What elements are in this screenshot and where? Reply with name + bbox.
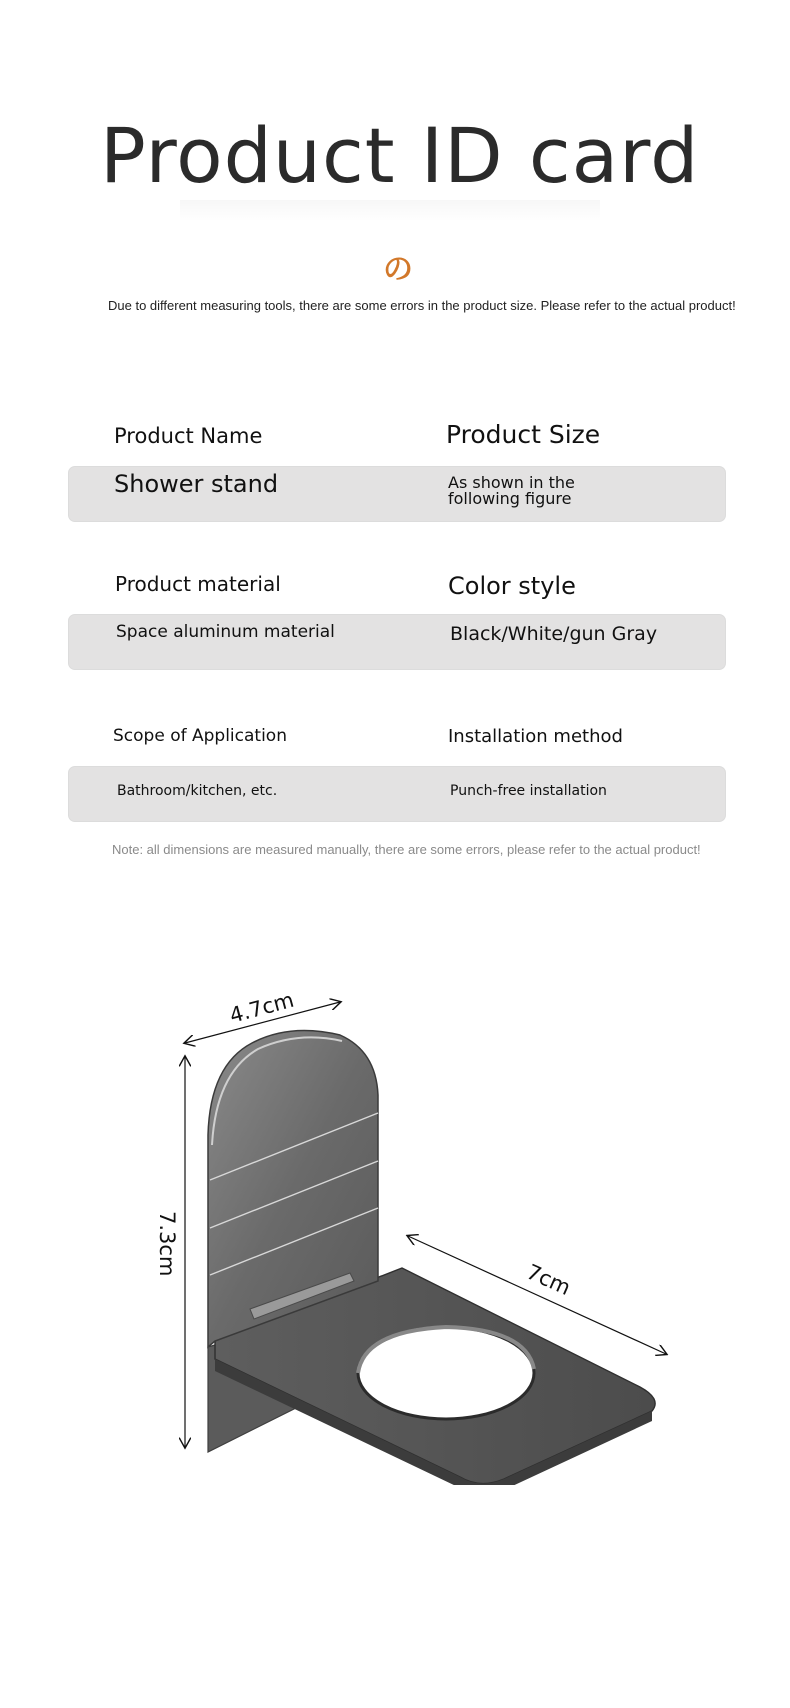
depth-dimension-label: 7cm (522, 1259, 575, 1301)
page-title: Product ID card (100, 111, 700, 200)
width-dimension-label: 4.7cm (227, 987, 297, 1028)
product-size-label: Product Size (446, 420, 601, 449)
orange-mark-icon: の (383, 252, 413, 287)
installation-method-label: Installation method (448, 726, 623, 747)
color-style-value: Black/White/gun Gray (450, 623, 658, 645)
product-size-value-line1: As shown in the (448, 473, 575, 492)
installation-method-value: Punch-free installation (450, 783, 607, 799)
measurement-note: Note: all dimensions are measured manually, there are some errors, please refer to the actual product! (112, 842, 701, 857)
color-style-label: Color style (448, 572, 576, 600)
shower-stand-figure (140, 985, 680, 1485)
height-dimension-label: 7.3cm (155, 1211, 179, 1277)
product-size-value-line2: following figure (448, 489, 572, 508)
product-name-label: Product Name (114, 424, 263, 448)
title-shadow (180, 200, 600, 222)
scope-of-application-label: Scope of Application (113, 726, 287, 746)
measurement-disclaimer: Due to different measuring tools, there are some errors in the product size. Please refer to the actual product! (108, 298, 736, 313)
product-material-label: Product material (115, 572, 281, 596)
product-material-value: Space aluminum material (116, 622, 335, 642)
product-name-value: Shower stand (114, 470, 279, 498)
scope-of-application-value: Bathroom/kitchen, etc. (117, 783, 278, 799)
